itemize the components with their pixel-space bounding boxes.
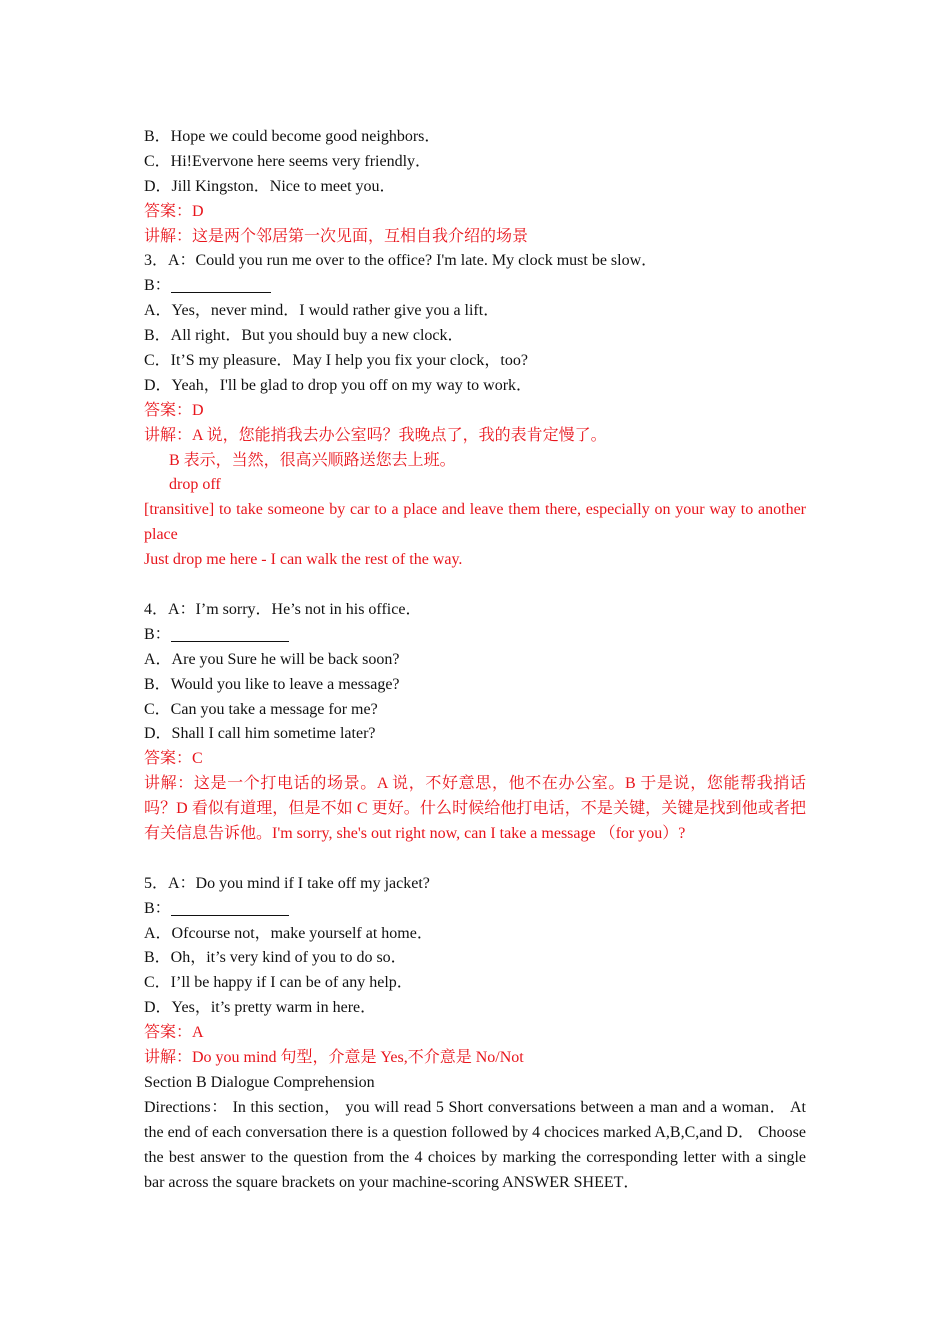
q5-option-a: A．Ofcourse not，make yourself at home． (144, 924, 433, 942)
q3-b-label: B： (144, 277, 171, 295)
q4-prompt: 4．A：I’m sorry．He’s not in his office． (144, 600, 422, 618)
q5-option-b: B．Oh，it’s very kind of you to do so． (144, 949, 407, 967)
q3-answer: 答案：D (144, 401, 204, 419)
section-b-directions: Directions： In this section， you will read 5 Short conversations between a man and a woman． At the end of each conversation there is a question followed by 4 chocices marked A,B,C,and D． Choose the best answer to the question from the 4 choices by marking the corresponding letter with a single bar across the square brackets on your machine-scoring ANSWER SHEET． (144, 1098, 806, 1191)
q3-option-a: A．Yes，never mind．I would rather give you a lift． (144, 302, 500, 320)
section-b-title: Section B Dialogue Comprehension (144, 1073, 375, 1091)
q5-explanation: 讲解：Do you mind 句型，介意是 Yes,不介意是 No/Not (144, 1049, 524, 1067)
q4-response-line (144, 623, 806, 648)
q5-answer: 答案：A (144, 1024, 204, 1042)
q2-option-c: C．Hi!Evervone here seems very friendly． (144, 152, 432, 170)
q5-response-line (144, 897, 806, 922)
q3-definition: [transitive] to take someone by car to a place and leave them there, especially on your way to another place (144, 501, 806, 544)
q4-answer-blank (171, 625, 289, 642)
q2-option-d: D．Jill Kingston．Nice to meet you． (144, 177, 396, 195)
q5-option-c: C．I’ll be happy if I can be of any help． (144, 974, 413, 992)
q2-option-b: B．Hope we could become good neighbors． (144, 128, 441, 145)
q3-explanation-1: 讲解：A 说，您能捎我去办公室吗？我晚点了，我的表肯定慢了。 (144, 426, 607, 444)
q2-answer: 答案：D (144, 202, 204, 220)
q5-answer-blank (171, 899, 289, 916)
q3-explanation-3: drop off (169, 476, 221, 494)
q3-answer-blank (171, 276, 271, 293)
spacer (144, 847, 806, 872)
q4-answer: 答案：C (144, 750, 203, 768)
q5-option-d: D．Yes，it’s pretty warm in here． (144, 999, 377, 1017)
q4-option-a: A．Are you Sure he will be back soon? (144, 650, 400, 668)
q3-example: Just drop me here - I can walk the rest of the way. (144, 551, 463, 569)
q5-prompt: 5．A：Do you mind if I take off my jacket? (144, 874, 430, 892)
q4-option-b: B．Would you like to leave a message? (144, 675, 400, 693)
q3-response-line (144, 274, 806, 299)
q4-explanation: 讲解：这是一个打电话的场景。A 说，不好意思，他不在办公室。B 于是说，您能帮我捎话吗？D 看似有道理，但是不如 C 更好。什么时候给他打电话，不是关键，关键是找到他或者把有关信息告诉他。I'm sorry, she's out right now, can I take a message （for you）? (144, 775, 806, 842)
q2-explanation: 讲解：这是两个邻居第一次见面，互相自我介绍的场景 (144, 227, 529, 245)
q3-option-d: D．Yeah，I'll be glad to drop you off on my way to work． (144, 376, 533, 394)
q4-b-label: B： (144, 625, 171, 643)
q5-b-label: B： (144, 899, 171, 917)
q3-prompt: 3．A：Could you run me over to the office? I'm late. My clock must be slow． (144, 252, 658, 270)
document-body (144, 125, 806, 1195)
q3-option-b: B．All right．But you should buy a new clock． (144, 327, 464, 345)
q3-explanation-2: B 表示，当然，很高兴顺路送您去上班。 (169, 451, 456, 469)
spacer (144, 573, 806, 598)
q4-option-d: D．Shall I call him sometime later? (144, 725, 376, 743)
q3-option-c: C．It’S my pleasure．May I help you fix your clock，too? (144, 352, 528, 370)
q4-option-c: C．Can you take a message for me? (144, 700, 378, 718)
